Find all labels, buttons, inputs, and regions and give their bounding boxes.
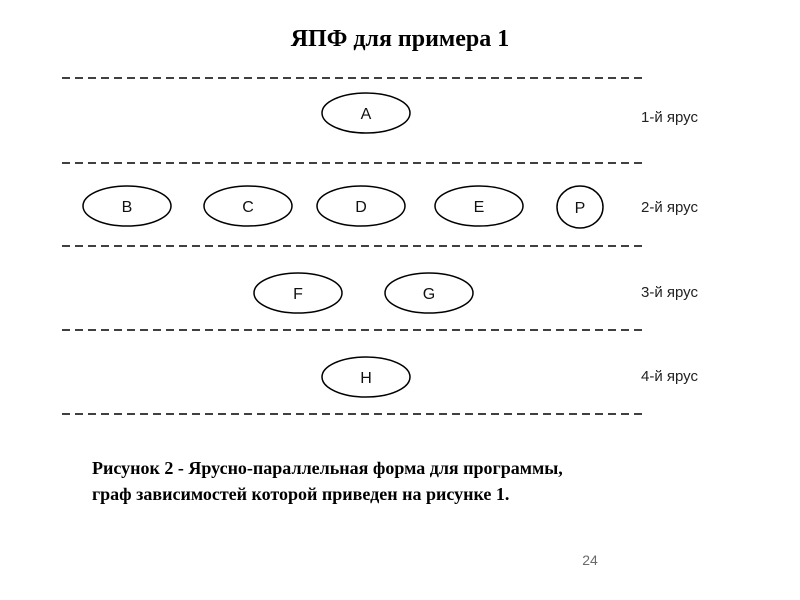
tier-label: 2-й ярус [641,199,699,216]
node-label: A [360,106,372,123]
tier-3 [254,273,699,313]
node-label: P [574,200,586,217]
node-label: F [293,286,303,303]
node-c [204,186,292,226]
node-h [322,357,410,397]
page-number: 24 [582,552,598,568]
figure-caption [92,455,732,507]
node-label: H [360,370,372,387]
node-g [385,273,473,313]
node-p [557,186,603,228]
node-label: B [121,199,133,216]
node-d [317,186,405,226]
node-label: D [355,199,367,216]
node-f [254,273,342,313]
tier-2 [83,186,699,228]
slide-title: ЯПФ для примера 1 [290,26,510,52]
tier-label: 3-й ярус [641,284,699,301]
tier-label: 4-й ярус [641,368,699,385]
node-label: G [422,286,436,303]
caption-line: Рисунок 2 - Ярусно-параллельная форма для программы, [92,458,563,478]
node-label: C [242,199,254,216]
tier-label: 1-й ярус [641,109,699,126]
tier-4 [322,357,699,397]
node-b [83,186,171,226]
node-e [435,186,523,226]
node-label: E [473,199,485,216]
caption-line: граф зависимостей которой приведен на рисунке 1. [92,484,510,504]
tier-1 [322,93,699,133]
node-a [322,93,410,133]
